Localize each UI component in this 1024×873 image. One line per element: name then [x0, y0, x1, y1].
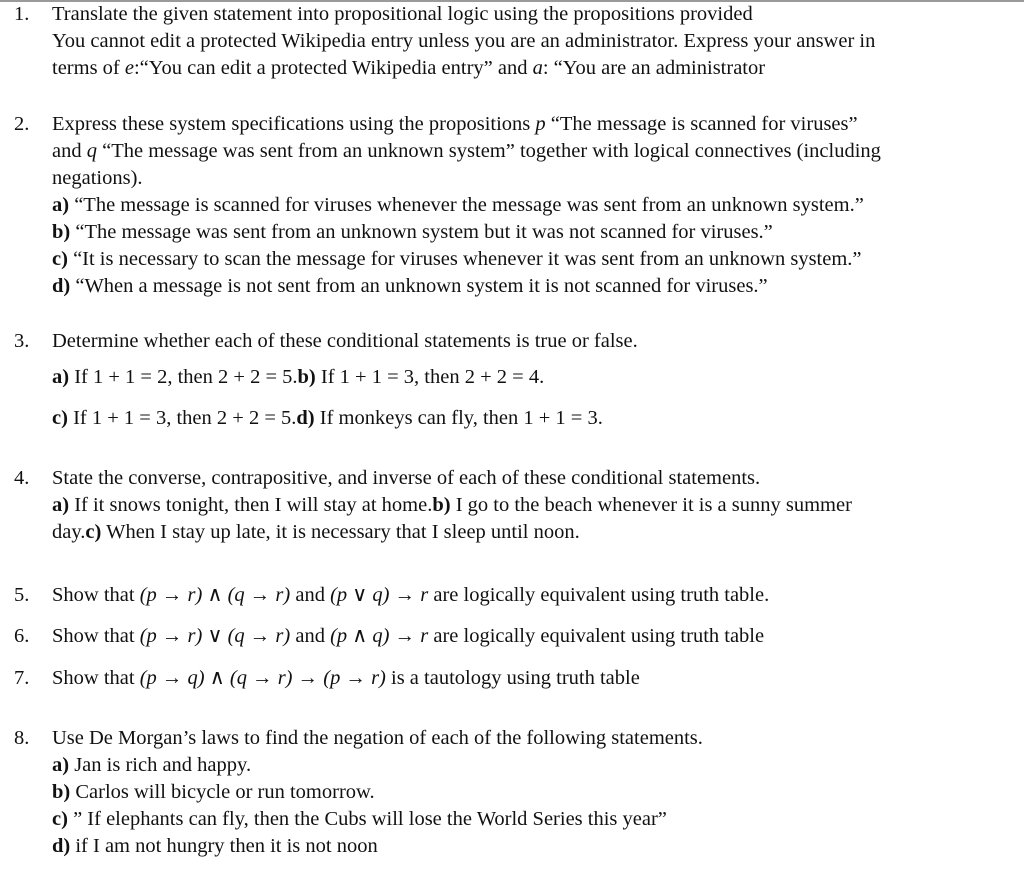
question-text: Translate the given statement into propositional logic using the propositions provided — [52, 3, 753, 25]
text-run: :“You can edit a protected Wikipedia entry” and — [133, 57, 533, 79]
variable-e: e — [124, 57, 134, 79]
question-number: 5. — [14, 584, 30, 606]
subquestion-text: If 1 + 1 = 2, then 2 + 2 = 5. — [69, 366, 298, 388]
subquestion-text: I go to the beach whenever it is a sunny summer — [450, 494, 852, 516]
subquestion-row-ab — [52, 364, 1014, 391]
logic-expression: (p ∧ q) → r — [330, 625, 429, 647]
question-number: 7. — [14, 667, 30, 689]
text-run: Show that — [52, 667, 140, 689]
subquestion-a — [52, 752, 1014, 779]
variable-q: q — [86, 140, 97, 162]
subquestion-label: b) — [432, 494, 451, 516]
subquestion-d — [52, 273, 1014, 300]
subquestion-row-ab — [52, 492, 1014, 519]
subquestion-label: a) — [52, 366, 70, 388]
question-body — [52, 328, 1014, 432]
text-run: Express these system specifications using the propositions — [52, 113, 536, 135]
subquestion-label: a) — [52, 194, 70, 216]
subquestion-label: a) — [52, 754, 70, 776]
subquestion-text: Carlos will bicycle or run tomorrow. — [70, 781, 375, 803]
question-body — [52, 582, 1014, 609]
subquestion-text: If 1 + 1 = 3, then 2 + 2 = 5. — [67, 407, 297, 429]
subquestion-label: d) — [52, 835, 71, 857]
subquestion-c — [52, 806, 1014, 833]
question-body — [52, 111, 1014, 300]
text-run: Show that — [52, 625, 140, 647]
subquestion-a — [52, 192, 1014, 219]
question-text: Determine whether each of these conditional statements is true or false. — [52, 330, 638, 352]
logic-expression: (p → q) ∧ (q → r) → (p → r) — [139, 667, 386, 689]
subquestion-label: d) — [52, 275, 71, 297]
subquestion-label: a) — [52, 494, 70, 516]
subquestion-text: “It is necessary to scan the message for viruses whenever it was sent from an unknown system.” — [67, 248, 862, 270]
subquestion-text: “The message is scanned for viruses whenever the message was sent from an unknown system.” — [69, 194, 864, 216]
question-text: State the converse, contrapositive, and inverse of each of these conditional statements. — [52, 467, 761, 489]
question-number: 1. — [14, 3, 30, 25]
logic-expression: (p → r) ∨ (q → r) — [139, 625, 291, 647]
text-run: “The message was sent from an unknown system” together with logical connectives (including — [96, 140, 881, 162]
question-text — [52, 665, 1014, 692]
question-text — [52, 582, 1014, 609]
text-run: and — [52, 140, 87, 162]
text-run: is a tautology using truth table — [385, 667, 640, 689]
variable-a: a — [532, 57, 543, 79]
text-run: are logically equivalent using truth table. — [428, 584, 770, 606]
question-body — [52, 665, 1014, 692]
subquestion-label: c) — [52, 248, 68, 270]
subquestion-text: “The message was sent from an unknown system but it was not scanned for viruses.” — [70, 221, 773, 243]
subquestion-label: c) — [52, 808, 68, 830]
subquestion-text: If it snows tonight, then I will stay at home. — [69, 494, 433, 516]
subquestion-label: b) — [52, 781, 71, 803]
subquestion-c — [52, 246, 1014, 273]
subquestion-b — [52, 779, 1014, 806]
subquestion-text: When I stay up late, it is necessary that I sleep until noon. — [101, 521, 580, 543]
subquestion-text: If 1 + 1 = 3, then 2 + 2 = 4. — [315, 366, 545, 388]
question-number: 8. — [14, 727, 30, 749]
text-run: “The message is scanned for viruses” — [545, 113, 858, 135]
question-text — [52, 138, 1014, 165]
question-body — [52, 623, 1014, 650]
subquestion-d — [52, 833, 1014, 860]
text-run: Show that — [52, 584, 140, 606]
subquestion-row-cd — [52, 405, 1014, 432]
subquestion-text: “When a message is not sent from an unknown system it is not scanned for viruses.” — [70, 275, 768, 297]
subquestion-label: c) — [52, 407, 68, 429]
question-text — [52, 111, 1014, 138]
question-number: 3. — [14, 330, 30, 352]
text-run: terms of — [52, 57, 125, 79]
subquestion-text: day. — [52, 521, 86, 543]
question-body — [52, 725, 1014, 860]
question-text: Use De Morgan’s laws to find the negation of each of the following statements. — [52, 727, 703, 749]
logic-expression: (p → r) ∧ (q → r) — [139, 584, 291, 606]
subquestion-label: b) — [52, 221, 71, 243]
subquestion-label: c) — [85, 521, 102, 543]
question-body — [52, 1, 1014, 82]
subquestion-row-bc — [52, 519, 1014, 546]
question-text: You cannot edit a protected Wikipedia entry unless you are an administrator. Express your answer in — [52, 30, 876, 52]
text-run: and — [290, 584, 331, 606]
subquestion-label: d) — [296, 407, 315, 429]
subquestion-text: Jan is rich and happy. — [69, 754, 252, 776]
question-text — [52, 623, 1014, 650]
text-run: : “You are an administrator — [542, 57, 766, 79]
text-run: and — [290, 625, 331, 647]
variable-p: p — [535, 113, 546, 135]
question-text — [52, 55, 1014, 82]
text-run: are logically equivalent using truth table — [428, 625, 765, 647]
question-number: 6. — [14, 625, 30, 647]
subquestion-text: If monkeys can fly, then 1 + 1 = 3. — [314, 407, 603, 429]
subquestion-text: ” If elephants can fly, then the Cubs will lose the World Series this year” — [67, 808, 667, 830]
subquestion-b — [52, 219, 1014, 246]
question-body — [52, 465, 1014, 546]
question-text: negations). — [52, 167, 143, 189]
question-number: 2. — [14, 113, 30, 135]
subquestion-text: if I am not hungry then it is not noon — [70, 835, 378, 857]
logic-expression: (p ∨ q) → r — [330, 584, 429, 606]
question-number: 4. — [14, 467, 30, 489]
subquestion-label: b) — [297, 366, 316, 388]
